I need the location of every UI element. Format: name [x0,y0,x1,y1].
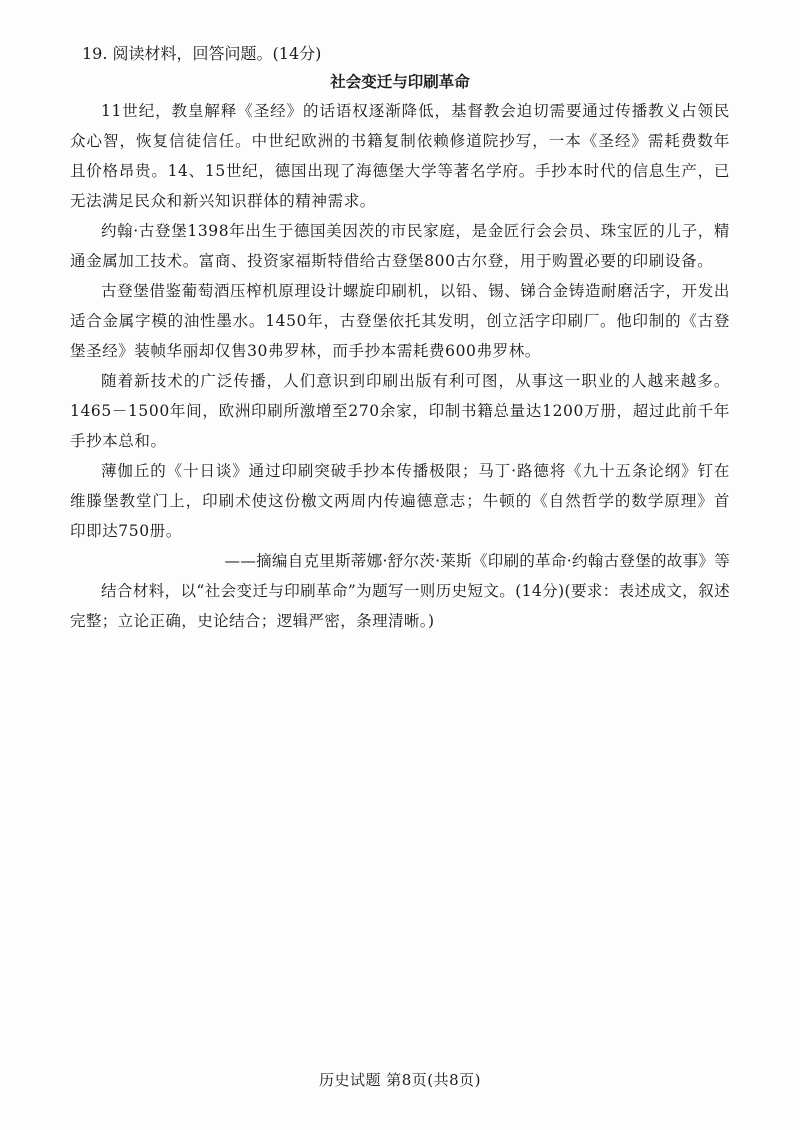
task-instruction: 结合材料，以“社会变迁与印刷革命”为题写一则历史短文。(14分)(要求：表述成文，叙述完整；立论正确，史论结合；逻辑严密，条理清晰。) [70,582,730,630]
paragraph-3: 古登堡借鉴葡萄酒压榨机原理设计螺旋印刷机，以铅、锡、锑合金铸造耐磨活字，开发出适合金属字模的油性墨水。1450年，古登堡依托其发明，创立活字印刷厂。他印制的《古登堡圣经》装帧华丽却仅售30弗罗林，而手抄本需耗费600弗罗林。 [70,282,730,360]
page-footer: 历史试题 第8页(共8页) [318,1071,482,1089]
paragraph-2: 约翰·古登堡1398年出生于德国美因茨的市民家庭，是金匠行会会员、珠宝匠的儿子，精通金属加工技术。富商、投资家福斯特借给古登堡800古尔登，用于购置必要的印刷设备。 [70,222,730,270]
paragraph-1: 11世纪，教皇解释《圣经》的话语权逐渐降低，基督教会迫切需要通过传播教义占领民众心智，恢复信徒信任。中世纪欧洲的书籍复制依赖修道院抄写，一本《圣经》需耗费数年且价格昂贵。14、15世纪，德国出现了海德堡大学等著名学府。手抄本时代的信息生产，已无法满足民众和新兴知识群体的精神需求。 [70,102,730,210]
question-header: 19. 阅读材料，回答问题。(14分) [82,44,322,63]
passage-title: 社会变迁与印刷革命 [330,73,470,91]
paragraph-4: 随着新技术的广泛传播，人们意识到印刷出版有利可图，从事这一职业的人越来越多。1465－1500年间，欧洲印刷所激增至270余家，印制书籍总量达1200万册，超过此前千年手抄本总和。 [70,372,730,450]
question-block [70,42,730,636]
source-citation: ——摘编自克里斯蒂娜·舒尔茨·莱斯《印刷的革命·约翰古登堡的故事》等 [224,552,730,570]
paragraph-5: 薄伽丘的《十日谈》通过印刷突破手抄本传播极限；马丁·路德将《九十五条论纲》钉在维滕堡教堂门上，印刷术使这份檄文两周内传遍德意志；牛顿的《自然哲学的数学原理》首印即达750册。 [70,462,730,540]
